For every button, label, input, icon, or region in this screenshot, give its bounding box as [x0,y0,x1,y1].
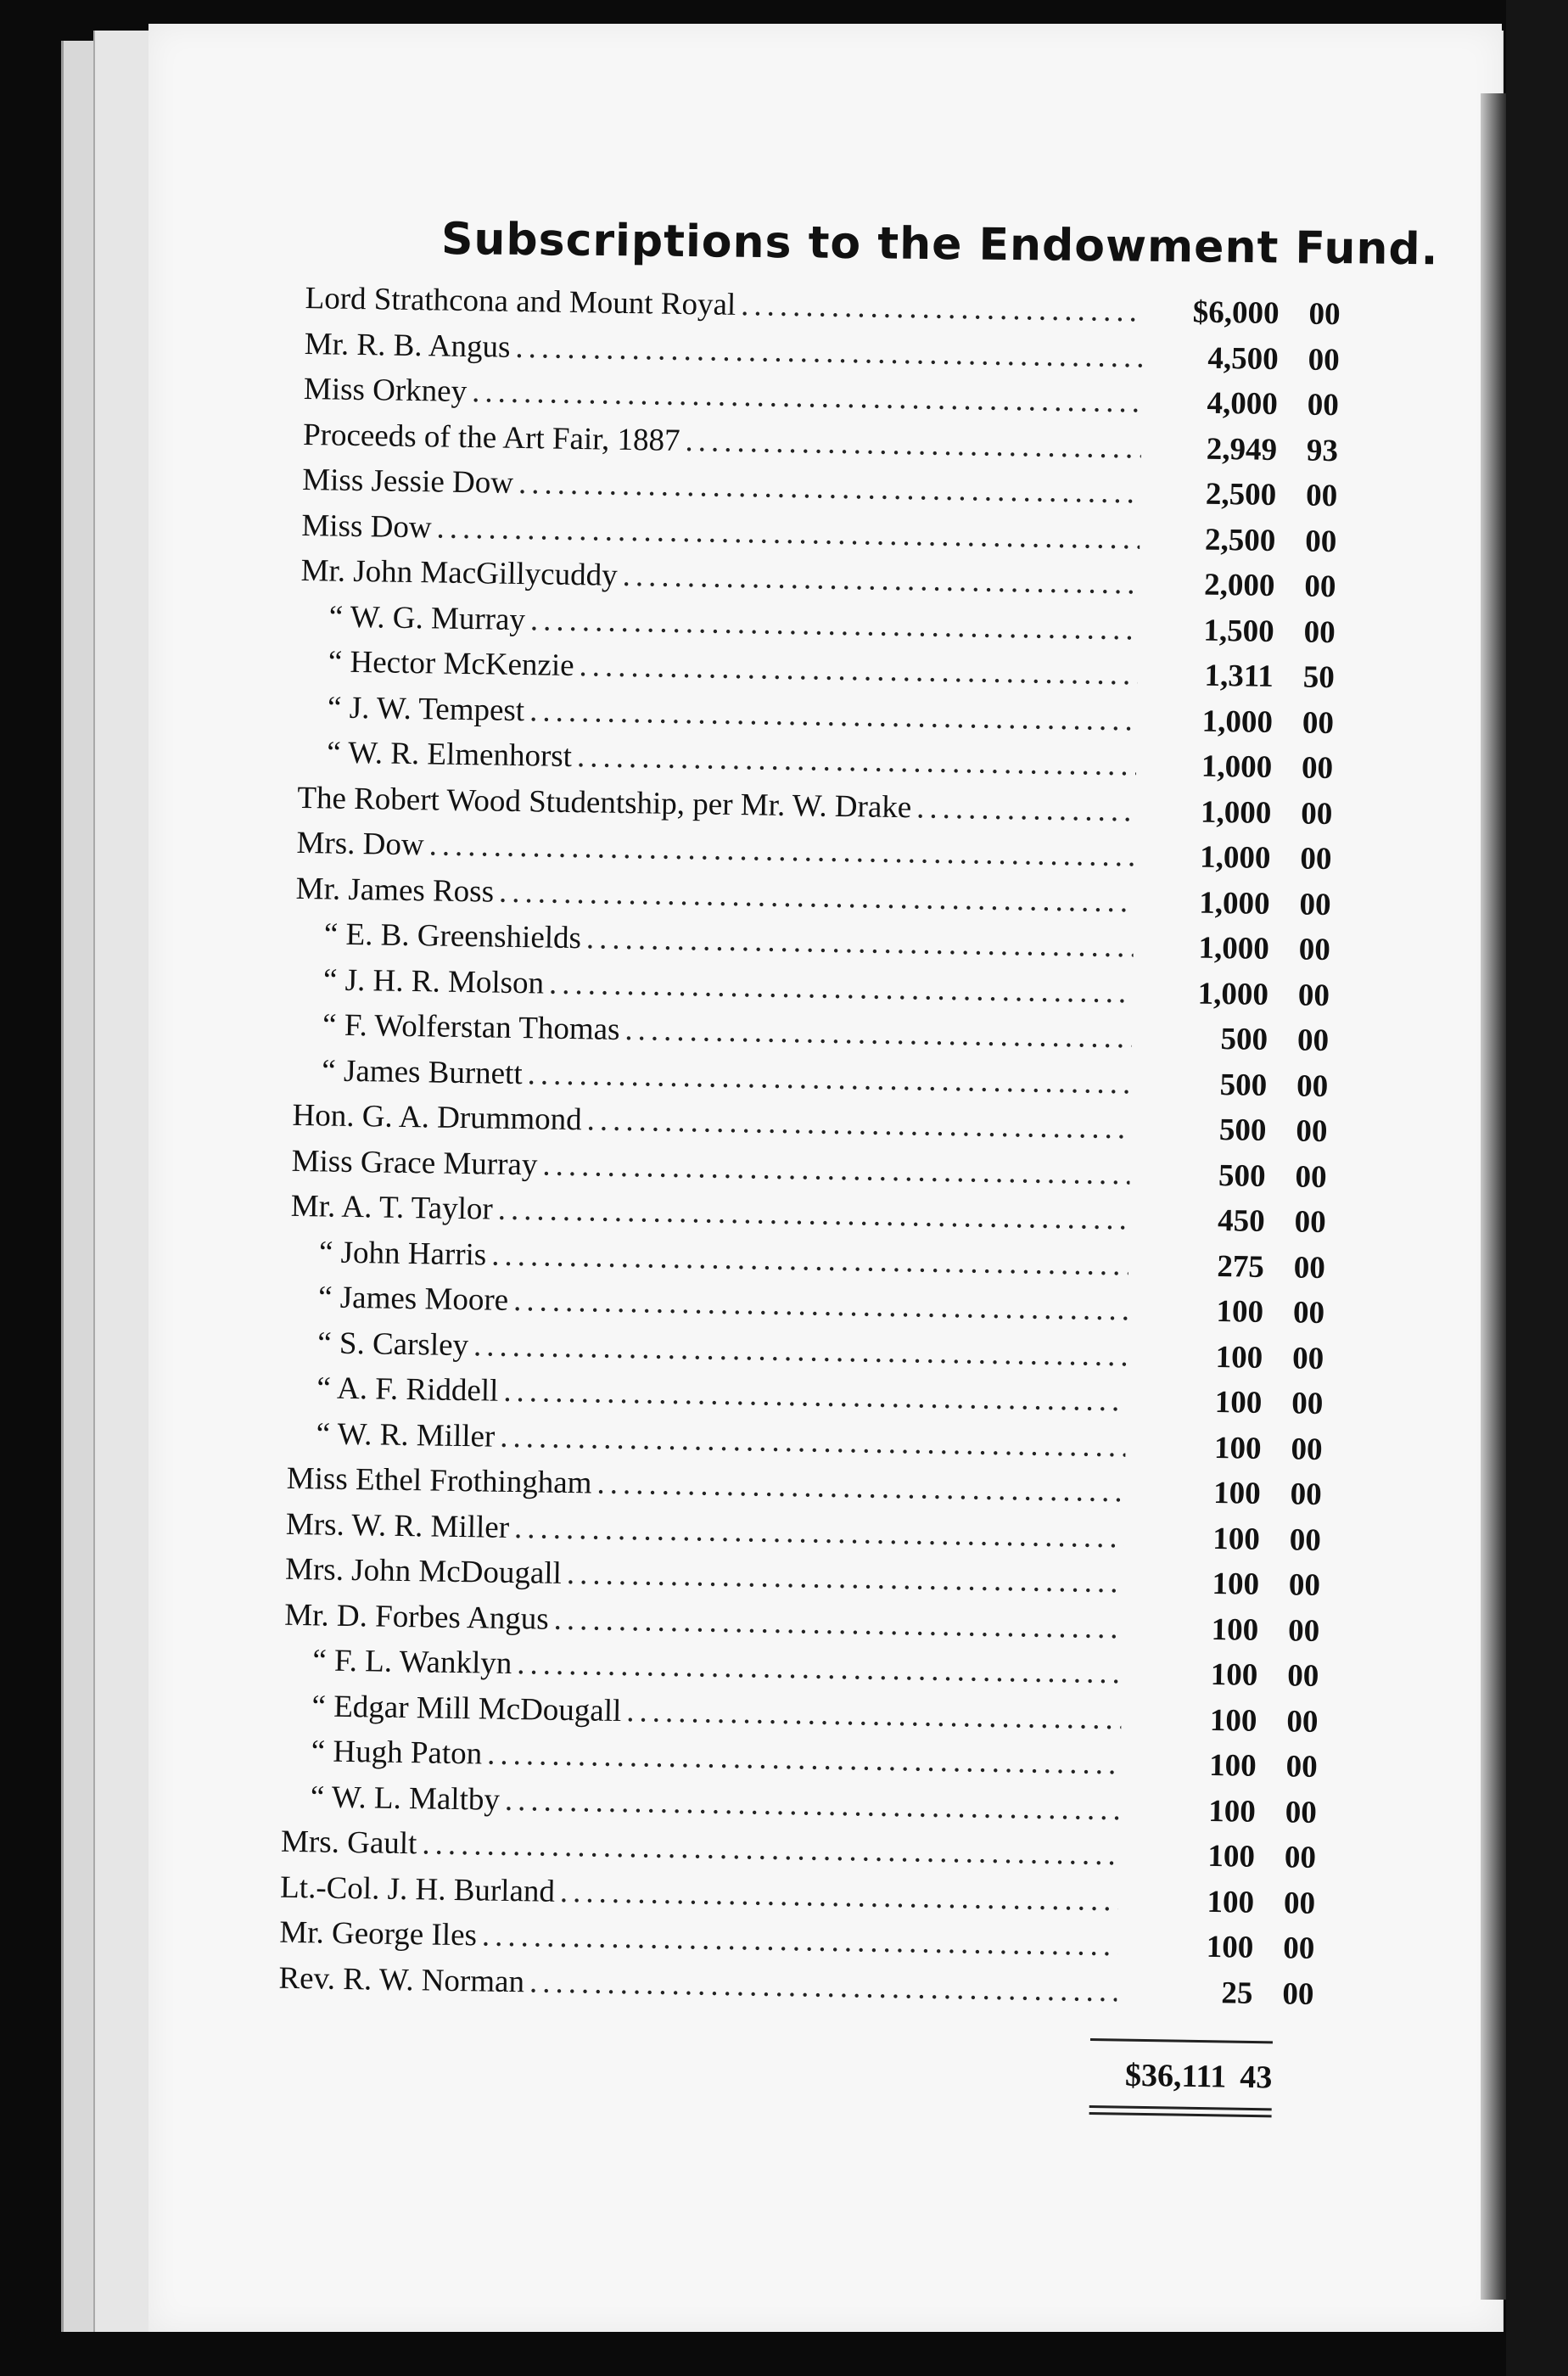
total-cents: 43 [1239,2059,1273,2096]
subscriber-name: Mr. A. T. Taylor [290,1188,494,1227]
subscription-amount: 4,000 [1207,385,1279,423]
subscription-amount: 1,500 [1203,613,1274,649]
subscriber-name: “ Edgar Mill McDougall [311,1688,622,1729]
dot-leader [560,1873,1119,1918]
subscription-cents: 00 [1296,1023,1330,1059]
subscription-cents: 00 [1285,1749,1318,1785]
subscriber-name: Miss Orkney [303,371,468,410]
subscription-amount: 100 [1211,1611,1259,1648]
subscriber-name: Mr. D. Forbes Angus [283,1597,550,1637]
subscriber-name: “ James Moore [317,1280,509,1318]
subscription-amount: 2,000 [1203,567,1275,603]
subscription-amount: 1,000 [1200,794,1272,831]
total-amount: $36,111 [1124,2057,1227,2095]
subscription-cents: 00 [1287,1612,1320,1649]
subscription-amount: 100 [1208,1747,1257,1784]
dot-leader [624,1011,1132,1056]
subscriber-name: “ F. L. Wanklyn [312,1643,512,1682]
subscription-cents: 50 [1302,659,1336,696]
subscription-amount: 4,500 [1207,340,1280,377]
subscriber-name: Mrs. Dow [296,825,424,863]
subscriber-name: Mr. John MacGillycuddy [300,552,618,593]
subscriber-name: Mrs. Gault [280,1824,417,1862]
subscription-amount: 275 [1217,1248,1265,1285]
subscription-cents: 00 [1283,1885,1316,1921]
subscription-cents: 00 [1286,1703,1319,1740]
subscription-cents: 00 [1284,1840,1317,1875]
subscriber-name: Miss Grace Murray [291,1143,538,1182]
dot-leader [622,558,1140,602]
subscription-cents: 00 [1288,1567,1321,1603]
dot-leader [586,920,1134,965]
subscription-cents: 00 [1291,1340,1324,1376]
subscription-list [278,280,1341,2021]
subscriber-name: The Robert Wood Studentship, per Mr. W. Drake [297,780,912,825]
dot-leader [586,1101,1130,1146]
subscription-amount: 1,000 [1198,930,1270,967]
subscriber-name: Proceeds of the Art Fair, 1887 [302,417,680,458]
total-row [1089,2056,1273,2096]
subscription-cents: 00 [1304,569,1336,605]
subscription-cents: 00 [1298,932,1331,968]
subscription-amount: 100 [1210,1656,1258,1693]
dot-leader [553,1600,1123,1646]
subscriber-name: “ W. L. Maltby [310,1779,501,1818]
subscriber-name: Rev. R. W. Norman [278,1960,525,1999]
subscription-cents: 00 [1291,1386,1324,1421]
page-title: Subscriptions to the Endowment Fund. [440,214,1439,276]
subscriber-name: Miss Jessie Dow [301,462,514,501]
subscriber-name: Mrs. John McDougall [284,1551,563,1591]
dot-leader [916,789,1136,829]
subscriber-name: “ S. Carsley [317,1325,469,1363]
subscriber-name: “ F. Wolferstan Thomas [322,1007,620,1047]
page-binding-shadow [1481,93,1506,2300]
subscriber-name: Lord Strathcona and Mount Royal [305,280,736,322]
subscription-amount: 500 [1219,1067,1268,1103]
dot-leader [685,423,1141,466]
subscriber-name: Lt.-Col. J. H. Burland [279,1869,556,1909]
subscription-amount: 1,000 [1201,703,1274,740]
subscription-amount: 1,000 [1199,839,1271,876]
subscription-cents: 00 [1300,796,1333,832]
subscription-amount: 100 [1214,1385,1263,1421]
subscriber-name: “ Hector McKenzie [328,644,574,684]
subscription-amount: 500 [1218,1112,1267,1148]
subscription-cents: 00 [1293,1249,1326,1286]
subscriber-name: “ John Harris [318,1234,487,1272]
subscription-amount: 100 [1212,1475,1261,1511]
dot-leader [741,287,1144,329]
dot-leader [596,1465,1125,1510]
subscription-amount: 450 [1217,1203,1266,1239]
subscription-cents: 00 [1307,387,1340,423]
subscription-amount: 100 [1212,1521,1261,1557]
subscription-amount: 100 [1207,1884,1255,1920]
subscription-cents: 00 [1285,1794,1318,1830]
subscriber-name: “ E. B. Greenshields [323,916,582,956]
subscription-cents: 00 [1291,1431,1323,1467]
subscription-amount: 2,949 [1206,431,1278,468]
subscription-cents: 00 [1299,886,1331,922]
subscription-amount: 100 [1215,1339,1263,1376]
subscriber-name: Mrs. W. R. Miller [285,1506,510,1545]
subscriber-name: Miss Dow [301,507,432,545]
subscription-cents: 00 [1295,1158,1327,1195]
dot-leader [579,647,1138,692]
subscriber-name: “ Hugh Paton [311,1734,483,1772]
subscription-cents: 00 [1300,841,1332,877]
subscription-amount: 100 [1207,1838,1256,1874]
subscription-amount: 1,000 [1197,976,1269,1012]
subscription-amount: 2,500 [1204,522,1276,558]
subscription-cents: 00 [1294,1204,1327,1241]
subscriber-name: “ J. W. Tempest [327,689,525,728]
subscription-amount: 100 [1206,1929,1254,1965]
scan-border [1506,0,1568,2376]
subscription-amount: 100 [1209,1702,1257,1739]
subscription-amount: 100 [1207,1793,1257,1830]
subscription-cents: 00 [1304,524,1337,559]
subscription-cents: 00 [1296,1113,1328,1150]
subscriber-name: “ W. G. Murray [328,598,526,637]
subscription-amount: 1,000 [1199,885,1270,922]
subscription-cents: 00 [1301,750,1334,787]
subscription-cents: 00 [1286,1658,1319,1694]
subscriber-name: Hon. G. A. Drummond [292,1097,583,1138]
subscriber-name: “ W. R. Elmenhorst [326,735,573,774]
total-block [1089,2038,1273,2117]
subscription-cents: 00 [1302,705,1335,741]
subscription-amount: 500 [1218,1157,1266,1194]
subscription-amount: 500 [1220,1022,1268,1057]
subscription-amount: 100 [1212,1566,1260,1602]
subscription-amount: 1,000 [1201,748,1273,785]
subscription-cents: 00 [1297,977,1330,1013]
subscription-cents: 93 [1306,433,1339,468]
subscription-amount: 1,311 [1204,658,1274,694]
subscriber-name: Miss Ethel Frothingham [286,1460,592,1501]
subscription-amount: 25 [1221,1975,1253,2011]
subscription-cents: 00 [1282,1930,1315,1966]
subscription-amount: $6,000 [1192,294,1280,332]
subscription-amount: 100 [1216,1294,1264,1330]
subscriber-name: Mr. R. B. Angus [304,326,511,365]
subscription-amount: 100 [1213,1430,1262,1466]
subscriber-name: “ James Burnett [322,1052,523,1091]
dot-leader [567,1555,1124,1600]
subscription-cents: 00 [1296,1068,1329,1104]
subscriber-name: Mr. George Iles [279,1914,478,1953]
subscription-cents: 00 [1308,342,1340,378]
subscriber-name: “ A. F. Riddell [316,1370,499,1409]
subscription-cents: 00 [1305,478,1338,514]
subscriber-name: “ J. H. R. Molson [322,961,545,1001]
dot-leader [626,1693,1122,1737]
subscriber-name: Mr. James Ross [295,871,495,910]
subscription-amount: 2,500 [1205,476,1277,513]
subscriber-name: “ W. R. Miller [316,1415,496,1454]
dot-leader [577,738,1137,783]
subscription-cents: 00 [1289,1521,1322,1558]
subscription-cents: 00 [1282,1975,1314,2012]
subscription-cents: 00 [1303,614,1336,650]
subscription-cents: 00 [1292,1295,1325,1331]
subscription-cents: 00 [1308,296,1341,333]
subscription-cents: 00 [1290,1477,1322,1512]
